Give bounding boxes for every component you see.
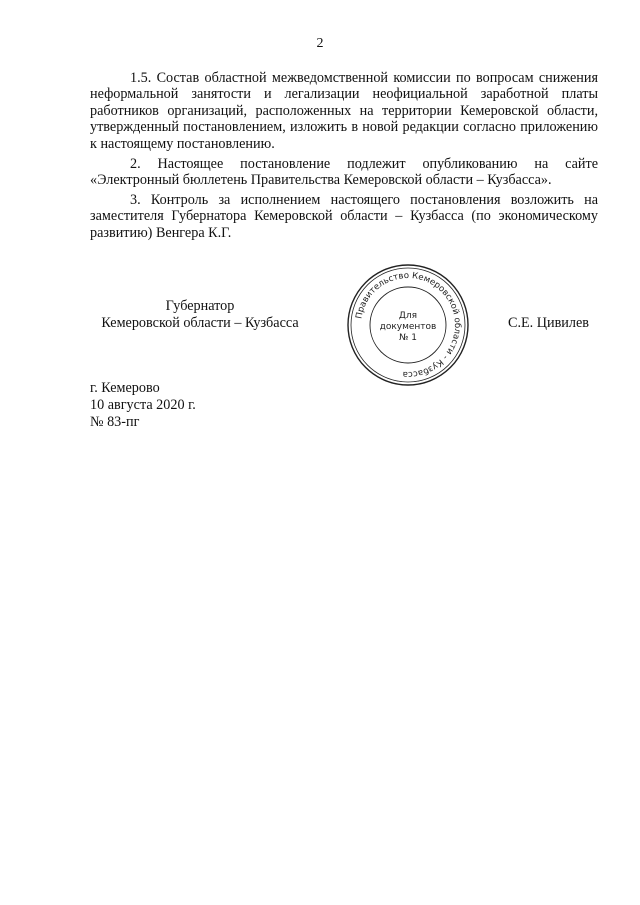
signatory-name: С.Е. Цивилев xyxy=(508,315,589,331)
footer-city: г. Кемерово xyxy=(90,380,160,396)
footer-date: 10 августа 2020 г. xyxy=(90,397,196,413)
document-footer xyxy=(90,380,196,431)
stamp-ring-text: Правительство Кемеровской области - Кузбасса xyxy=(354,270,463,380)
official-seal-stamp xyxy=(345,262,471,388)
signatory-title xyxy=(80,298,320,332)
paragraph-3: 3. Контроль за исполнением настоящего постановления возложить на заместителя Губернатора Кемеровской области – Кузбасса (по экономическому развитию) Венгера К.Г. xyxy=(90,192,598,241)
signatory-title-line2: Кемеровской области – Кузбасса xyxy=(101,315,299,331)
stamp-center-line2: документов xyxy=(379,322,437,332)
paragraph-1-5: 1.5. Состав областной межведомственной комиссии по вопросам снижения неформальной занятости и легализации неофициальной заработной платы работников организаций, расположенных на территории Кемеровской области, утвержденный постановлением, изложить в новой редакции согласно приложению к настоящему постановлению. xyxy=(90,70,598,152)
footer-number: № 83-пг xyxy=(90,414,140,430)
stamp-center-line1: Для xyxy=(398,311,418,321)
page-number: 2 xyxy=(316,36,324,51)
stamp-center-line3: № 1 xyxy=(399,333,417,343)
paragraph-2: 2. Настоящее постановление подлежит опубликованию на сайте «Электронный бюллетень Правительства Кемеровской области – Кузбасса». xyxy=(90,156,598,189)
signatory-title-line1: Губернатор xyxy=(165,298,235,314)
